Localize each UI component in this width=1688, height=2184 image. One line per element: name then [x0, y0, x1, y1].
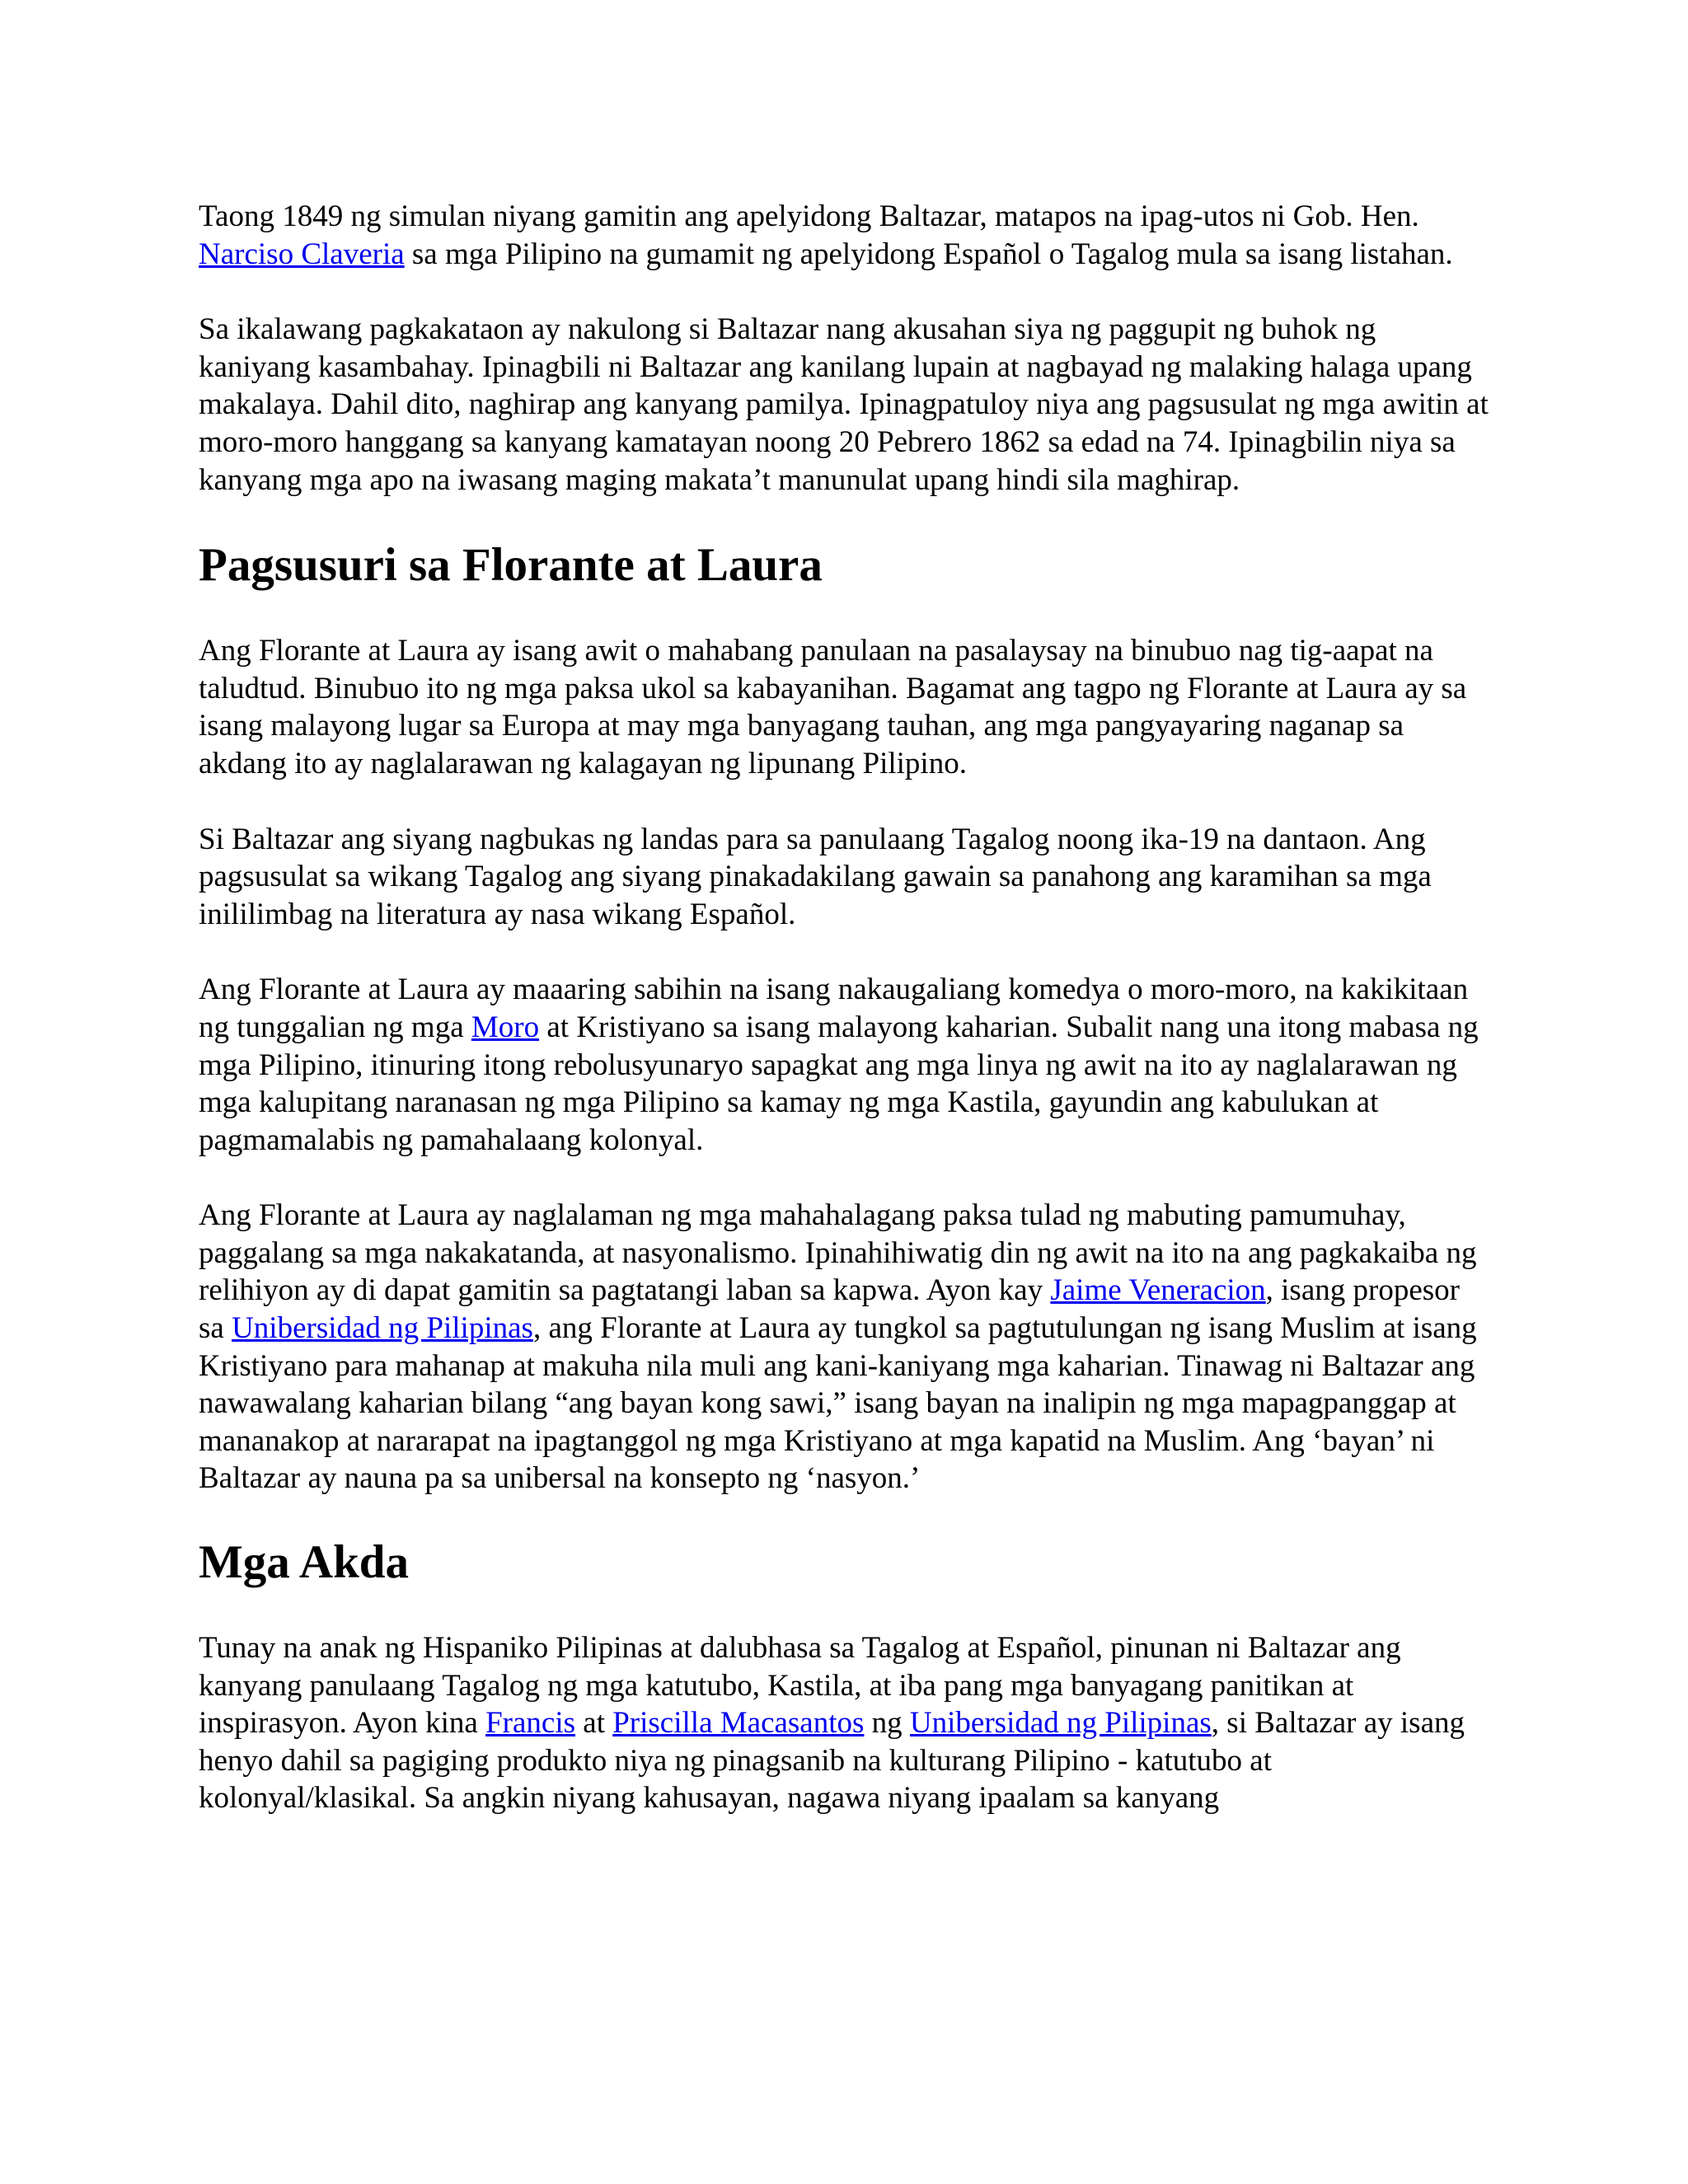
paragraph-apelyido	[199, 198, 1493, 273]
paragraph-text: , si Baltazar ay isang henyo dahil sa pagiging produkto niya ng pinagsanib na kulturang Pilipino - katutubo at kolonyal/klasikal. Sa angkin niyang kahusayan, nagawa niyang ipaalam sa kanyang	[199, 1706, 1465, 1816]
heading-mga-akda: Mga Akda	[199, 1536, 409, 1589]
paragraph-text: at	[575, 1706, 613, 1741]
paragraph-text: at Kristiyano sa isang malayong kaharian. Subalit nang una itong mabasa ng mga Pilipino, itinuring itong rebolusyunaryo sapagkat ang mga linya ng awit na ito ay naglalarawan ng mga kalupitang naranasan ng mga Pilipino sa kamay ng mga Kastila, gayundin ang kabulukan at pagmamalabis ng pamahalaang kolonyal.	[199, 1010, 1479, 1157]
paragraph-landas	[199, 821, 1493, 934]
paragraph-text: Taong 1849 ng simulan niyang gamitin ang apelyidong Baltazar, matapos na ipag-utos ni Gob. Hen.	[199, 199, 1419, 233]
paragraph-text: Tunay na anak ng Hispaniko Pilipinas at dalubhasa sa Tagalog at Español, pinunan ni Baltazar ang kanyang panulaang Tagalog ng mga katutubo, Kastila, at iba pang mga banyagang panitikan at inspirasyon. Ayon kina	[199, 1631, 1401, 1741]
link-francis[interactable]: Francis	[485, 1706, 576, 1741]
paragraph-nakulong	[199, 311, 1493, 499]
link-unibersidad-ng-pilipinas[interactable]: Unibersidad ng Pilipinas	[232, 1311, 533, 1346]
link-priscilla-macasantos[interactable]: Priscilla Macasantos	[612, 1706, 865, 1741]
paragraph-text: Sa ikalawang pagkakataon ay nakulong si Baltazar nang akusahan siya ng paggupit ng buhok ng kaniyang kasambahay. Ipinagbili ni Baltazar ang kanilang lupain at nagbayad ng malaking halaga upang makalaya. Dahil dito, naghirap ang kanyang pamilya. Ipinagpatuloy niya ang pagsusulat ng mga awitin at moro-moro hanggang sa kanyang kamatayan noong 20 Pebrero 1862 sa edad na 74. Ipinagbilin niya sa kanyang mga apo na iwasang maging makata’t manunulat upang hindi sila maghirap.	[199, 312, 1489, 497]
document-page	[199, 198, 1493, 1817]
paragraph-text: , isang propesor sa	[199, 1273, 1460, 1346]
paragraph-text: sa mga Pilipino na gumamit ng apelyidong Español o Tagalog mula sa isang listahan.	[404, 237, 1453, 271]
paragraph-hispaniko	[199, 1629, 1493, 1817]
paragraph-text: Ang Florante at Laura ay isang awit o mahabang panulaan na pasalaysay na binubuo nag tig-aapat na taludtud. Binubuo ito ng mga paksa ukol sa kabayanihan. Bagamat ang tagpo ng Florante at Laura ay sa isang malayong lugar sa Europa at may mga banyagang tauhan, ang mga pangyayaring naganap sa akdang ito ay naglalarawan ng kalagayan ng lipunang Pilipino.	[199, 634, 1467, 780]
link-narciso-claveria[interactable]: Narciso Claveria	[199, 237, 405, 271]
paragraph-text: Si Baltazar ang siyang nagbukas ng landas para sa panulaang Tagalog noong ika-19 na dantaon. Ang pagsusulat sa wikang Tagalog ang siyang pinakadakilang gawain sa panahong ang karamihan sa mga inililimbag na literatura ay nasa wikang Español.	[199, 822, 1432, 931]
paragraph-awit	[199, 632, 1493, 782]
paragraph-paksa	[199, 1197, 1493, 1497]
link-moro[interactable]: Moro	[471, 1010, 540, 1044]
link-unibersidad-ng-pilipinas[interactable]: Unibersidad ng Pilipinas	[909, 1706, 1212, 1741]
paragraph-text: Ang Florante at Laura ay naglalaman ng mga mahahalagang paksa tulad ng mabuting pamumuhay, paggalang sa mga nakakatanda, at nasyonalismo. Ipinahihiwatig din ng awit na ito na ang pagkakaiba ng relihiyon ay di dapat gamitin sa pagtatangi laban sa kapwa. Ayon kay	[199, 1198, 1477, 1308]
heading-pagsusuri: Pagsusuri sa Florante at Laura	[199, 539, 823, 592]
paragraph-text: Ang Florante at Laura ay maaaring sabihin na isang nakaugaliang komedya o moro-moro, na kakikitaan ng tunggalian ng mga	[199, 972, 1469, 1044]
paragraph-text: , ang Florante at Laura ay tungkol sa pagtutulungan ng isang Muslim at isang Kristiyano para mahanap at makuha nila muli ang kani-kaniyang mga kaharian. Tinawag ni Baltazar ang nawawalang kaharian bilang “ang bayan kong sawi,” isang bayan na inalipin ng mga mapagpanggap at mananakop at nararapat na ipagtanggol ng mga Kristiyano at mga kapatid na Muslim. Ang ‘bayan’ ni Baltazar ay nauna pa sa unibersal na konsepto ng ‘nasyon.’	[199, 1311, 1477, 1496]
paragraph-komedya	[199, 971, 1493, 1159]
link-jaime-veneracion[interactable]: Jaime Veneracion	[1050, 1273, 1266, 1308]
paragraph-text: ng	[864, 1706, 910, 1741]
